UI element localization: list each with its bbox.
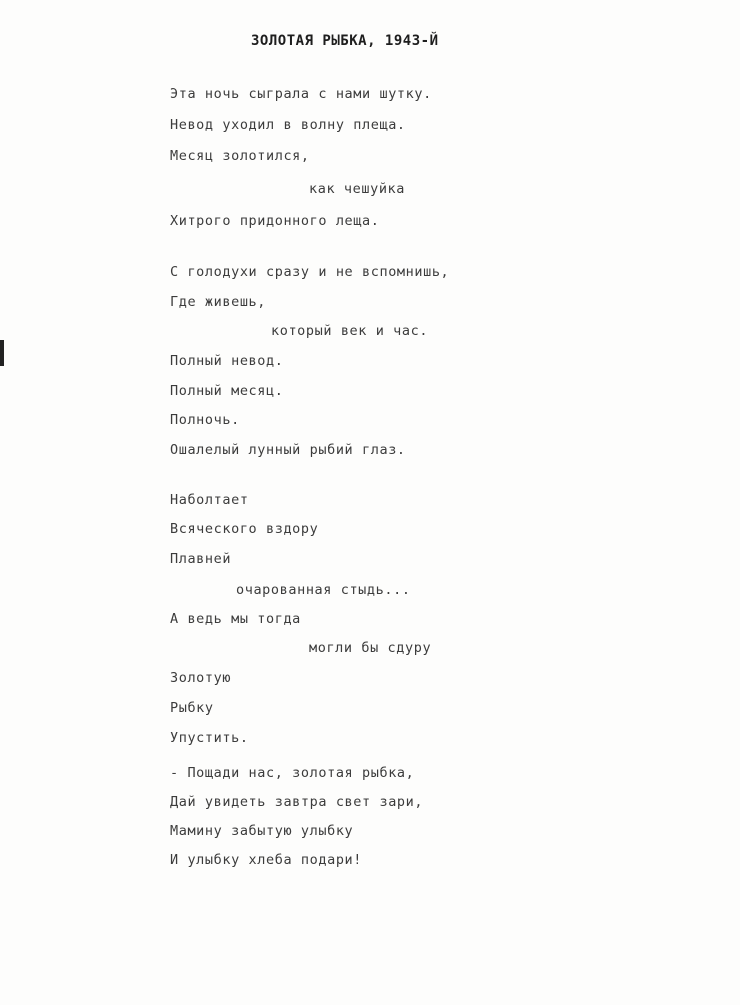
poem-line: Невод уходил в волну плеща. [170,117,406,133]
poem-line: Рыбку [170,700,214,716]
scan-edge-mark [0,340,4,366]
poem-line: могли бы сдуру [309,640,432,656]
poem-line: Хитрого придонного леща. [170,213,380,229]
poem-line: Полный невод. [170,353,284,369]
poem-line: С голодухи сразу и не вспомнишь, [170,264,450,280]
poem-line: Плавней [170,551,232,567]
poem-line: Эта ночь сыграла с нами шутку. [170,86,432,102]
poem-line: Полный месяц. [170,383,284,399]
poem-line: Упустить. [170,730,249,746]
poem-line: Месяц золотился, [170,148,310,164]
poem-line: Ошалелый лунный рыбий глаз. [170,442,406,458]
poem-line: Золотую [170,670,232,686]
poem-line: Всяческого вздору [170,521,319,537]
poem-line: Где живешь, [170,294,267,310]
poem-line: И улыбку хлеба подари! [170,852,363,868]
poem-line: А ведь мы тогда [170,611,301,627]
poem-line: как чешуйка [309,181,406,197]
poem-line: очарованная стыдь... [236,582,411,598]
poem-line: который век и час. [271,323,429,339]
poem-title: ЗОЛОТАЯ РЫБКА, 1943-Й [251,33,439,49]
poem-line: Дай увидеть завтра свет зари, [170,794,424,810]
poem-line: - Пощади нас, золотая рыбка, [170,765,415,781]
poem-line: Полночь. [170,412,240,428]
poem-line: Наболтает [170,492,249,508]
poem-line: Мамину забытую улыбку [170,823,354,839]
